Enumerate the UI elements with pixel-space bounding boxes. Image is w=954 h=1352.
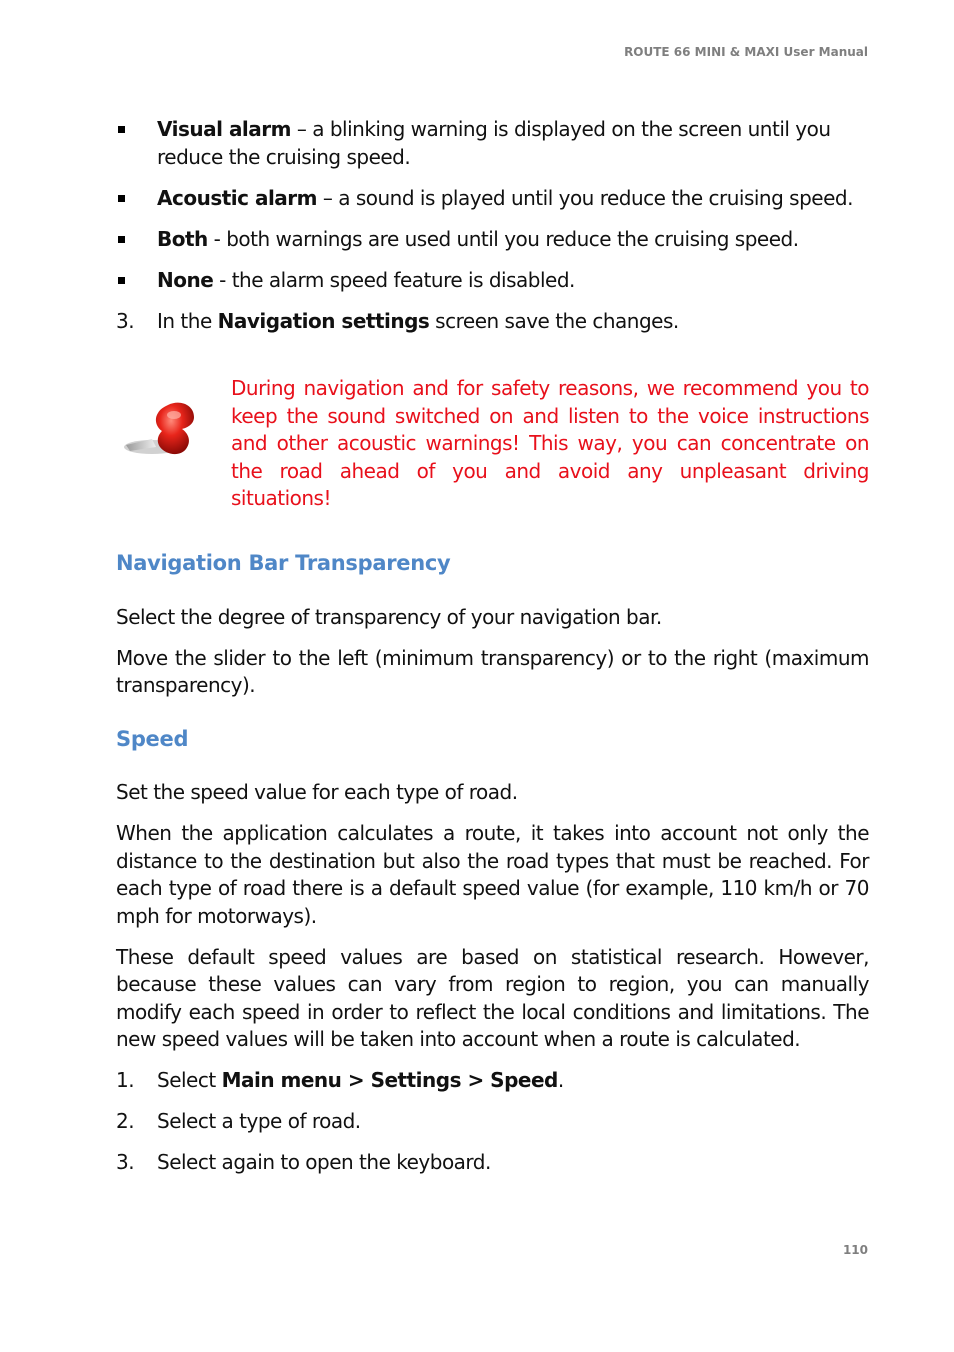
term: None xyxy=(157,267,214,292)
bullet-item-acoustic-alarm xyxy=(116,185,869,213)
description: – a blinking warning is displayed on the screen until you reduce the cruising speed. xyxy=(157,117,831,169)
section-heading-navigation-bar-transparency: Navigation Bar Transparency xyxy=(116,551,451,575)
description: – a sound is played until you reduce the cruising speed. xyxy=(317,185,853,210)
bullet-item-both xyxy=(116,226,869,254)
pushpin-icon xyxy=(122,395,216,479)
step-number: 3. xyxy=(116,308,135,333)
square-bullet-icon xyxy=(118,126,125,133)
step-text-post: screen save the changes. xyxy=(429,308,679,333)
step-text-bold: Main menu > Settings > Speed xyxy=(221,1068,558,1092)
step-text-pre: Select xyxy=(157,1068,222,1092)
step-text: Select a type of road. xyxy=(157,1109,361,1133)
bullet-item-visual-alarm xyxy=(116,116,869,171)
term: Visual alarm xyxy=(157,117,291,141)
page-content xyxy=(116,116,869,1190)
step-text-pre: In the xyxy=(157,308,218,333)
step-number: 1. xyxy=(116,1068,135,1092)
step-text: Select again to open the keyboard. xyxy=(157,1150,491,1174)
note-text: During navigation and for safety reasons, we recommend you to keep the sound switched on and listen to the voice instructions and other acoustic warnings! This way, you can concentrate on the road ahead of you and avoid any unpleasant driving situations! xyxy=(231,376,869,510)
description: - the alarm speed feature is disabled. xyxy=(213,267,575,292)
step-number: 3. xyxy=(116,1150,135,1174)
paragraph: These default speed values are based on statistical research. However, because these values can vary from region to region, you can manually modify each speed in order to reflect the local conditions and limitations. The new speed values will be taken into account when a route is calculated. xyxy=(116,944,869,1051)
step-3-open-keyboard xyxy=(116,1149,869,1177)
term: Acoustic alarm xyxy=(157,185,318,210)
square-bullet-icon xyxy=(118,195,125,202)
safety-note xyxy=(116,375,869,512)
page-header: ROUTE 66 MINI & MAXI User Manual xyxy=(624,45,868,59)
page-number: 110 xyxy=(842,1243,868,1257)
section-heading-speed: Speed xyxy=(116,726,189,751)
step-text-post: . xyxy=(557,1068,564,1092)
bullet-item-none xyxy=(116,267,869,295)
term: Both xyxy=(157,226,208,251)
paragraph: Select the degree of transparency of your navigation bar. xyxy=(116,604,662,629)
step-number: 2. xyxy=(116,1109,135,1133)
step-1-select-menu xyxy=(116,1067,869,1095)
paragraph: When the application calculates a route, it takes into account not only the distance to the destination but also the road types that must be reached. For each type of road there is a default speed value (for example, 110 km/h or 70 mph for motorways). xyxy=(116,821,869,928)
paragraph: Set the speed value for each type of road. xyxy=(116,780,518,804)
step-2-select-road xyxy=(116,1108,869,1136)
step-3-save xyxy=(116,308,869,336)
step-text-bold: Navigation settings xyxy=(217,308,430,333)
description: - both warnings are used until you reduce the cruising speed. xyxy=(207,226,799,251)
paragraph: Move the slider to the left (minimum transparency) or to the right (maximum transparency). xyxy=(116,645,869,697)
square-bullet-icon xyxy=(118,236,125,243)
square-bullet-icon xyxy=(118,277,125,284)
